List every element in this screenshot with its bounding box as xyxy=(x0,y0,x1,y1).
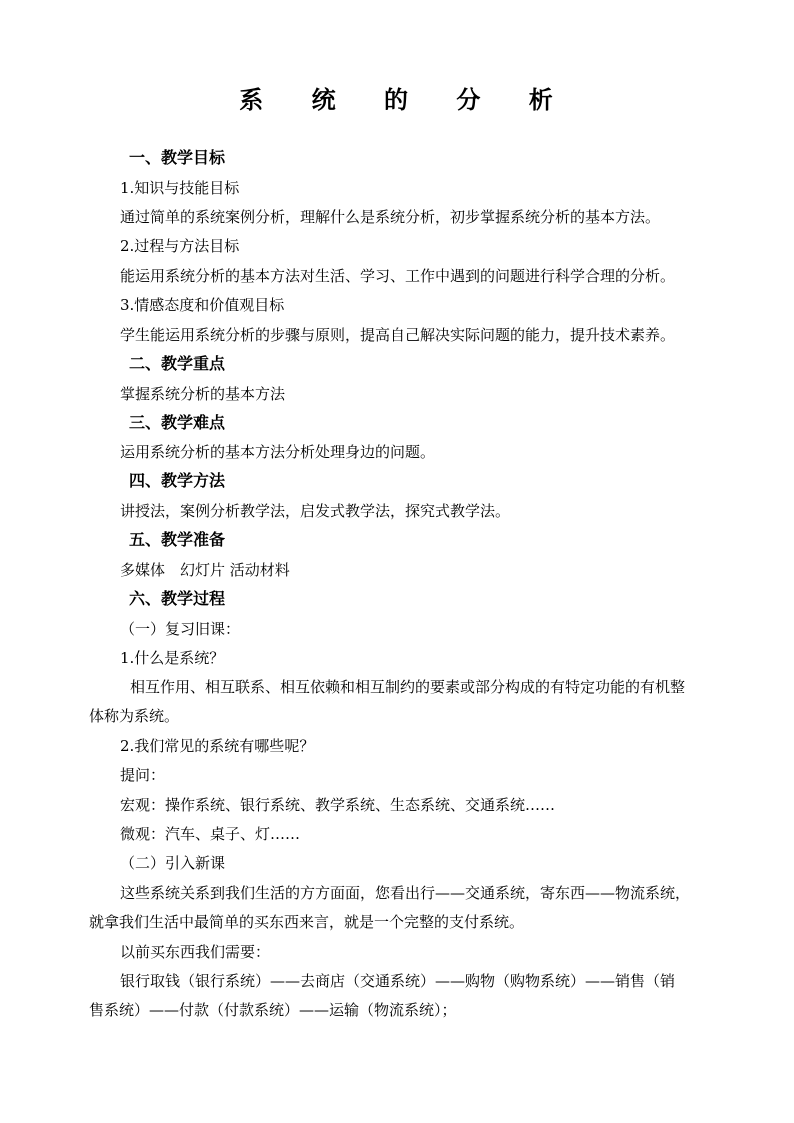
subheading-knowledge-skills: 1.知识与技能目标 xyxy=(120,179,240,197)
paragraph: 提问： xyxy=(120,766,166,784)
section-heading-preparation: 五、教学准备 xyxy=(129,530,226,549)
paragraph: 运用系统分析的基本方法分析处理身边的问题。 xyxy=(120,443,436,461)
paragraph: 相互作用、相互联系、相互依赖和相互制约的要素或部分构成的有特定功能的有机整 xyxy=(130,678,686,696)
section-heading-difficulties: 三、教学难点 xyxy=(129,413,226,432)
paragraph: 微观：汽车、桌子、灯…… xyxy=(120,825,301,843)
subheading-review: （一）复习旧课： xyxy=(120,620,241,638)
paragraph: 掌握系统分析的基本方法 xyxy=(120,385,286,403)
paragraph: 学生能运用系统分析的步骤与原则，提高自己解决实际问题的能力，提升技术素养。 xyxy=(120,326,676,344)
paragraph: 以前买东西我们需要： xyxy=(120,943,271,961)
paragraph: 宏观：操作系统、银行系统、教学系统、生态系统、交通系统…… xyxy=(120,796,556,814)
paragraph: 通过简单的系统案例分析，理解什么是系统分析，初步掌握系统分析的基本方法。 xyxy=(120,208,661,226)
paragraph-continuation: 体称为系统。 xyxy=(89,707,180,725)
paragraph-continuation: 就拿我们生活中最简单的买东西来言，就是一个完整的支付系统。 xyxy=(89,913,525,931)
section-heading-methods: 四、教学方法 xyxy=(129,471,226,490)
paragraph-continuation: 售系统）——付款（付款系统）——运输（物流系统）； xyxy=(89,1001,457,1019)
section-heading-process: 六、教学过程 xyxy=(129,589,226,608)
paragraph: 讲授法，案例分析教学法，启发式教学法，探究式教学法。 xyxy=(120,502,511,520)
section-heading-objectives: 一、教学目标 xyxy=(129,148,226,167)
question: 2.我们常见的系统有哪些呢？ xyxy=(120,737,315,755)
subheading-new-lesson: （二）引入新课 xyxy=(120,854,226,872)
paragraph: 这些系统关系到我们生活的方方面面，您看出行——交通系统，寄东西——物流系统， xyxy=(120,884,691,902)
paragraph: 多媒体 幻灯片 活动材料 xyxy=(120,561,290,579)
question: 1.什么是系统？ xyxy=(120,649,225,667)
subheading-process-methods: 2.过程与方法目标 xyxy=(120,237,240,255)
paragraph: 银行取钱（银行系统）——去商店（交通系统）——购物（购物系统）——销售（销 xyxy=(120,972,676,990)
paragraph: 能运用系统分析的基本方法对生活、学习、工作中遇到的问题进行科学合理的分析。 xyxy=(120,267,676,285)
document-title: 系 统 的 分 析 xyxy=(239,85,573,114)
section-heading-key-points: 二、教学重点 xyxy=(129,354,226,373)
subheading-emotional-values: 3.情感态度和价值观目标 xyxy=(120,296,285,314)
